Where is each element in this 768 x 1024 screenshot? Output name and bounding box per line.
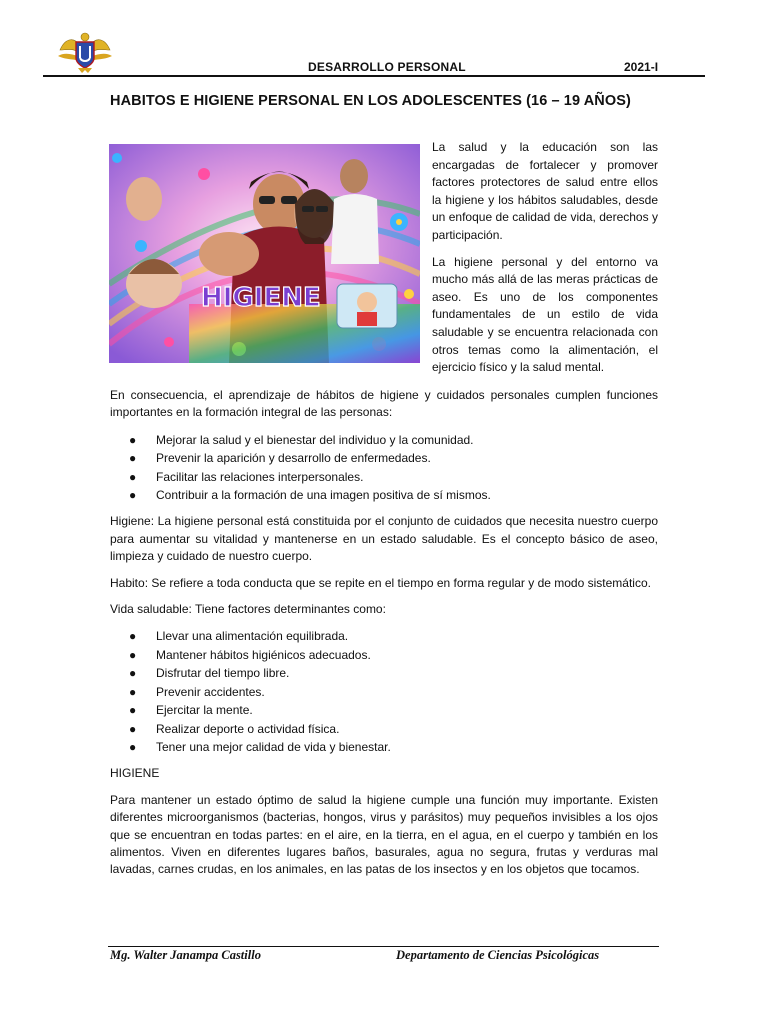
bullet-icon: ●: [129, 451, 137, 466]
higiene-definition: Higiene: La higiene personal está constituida por el conjunto de cuidados que necesita nuestro cuerpo para aumentar su vitalidad y mantenerse en un estado saludable. Es el concepto básico de aseo, limpieza y cuidado de nuestro cuerpo.: [110, 514, 658, 564]
list-item: ● Prevenir accidentes.: [110, 683, 658, 701]
bullet-icon: ●: [129, 721, 137, 736]
bullet-icon: ●: [129, 488, 137, 503]
university-crest-logo: [56, 28, 114, 74]
bullet-icon: ●: [129, 666, 137, 681]
bullet-icon: ●: [129, 703, 137, 718]
functions-list: [110, 431, 658, 505]
footer-department: Departamento de Ciencias Psicológicas: [396, 948, 600, 962]
bullet-icon: ●: [129, 647, 137, 662]
document-title: HABITOS E HIGIENE PERSONAL EN LOS ADOLESCENTES (16 – 19 AÑOS): [110, 93, 631, 109]
hygiene-collage-image: [109, 144, 420, 363]
bullet-icon: ●: [129, 739, 137, 754]
collage-word: HIGIENE: [201, 283, 321, 313]
list-item: ● Mantener hábitos higiénicos adecuados.: [110, 646, 658, 664]
list-item: ● Mejorar la salud y el bienestar del individuo y la comunidad.: [110, 431, 658, 449]
bullet-icon: ●: [129, 432, 137, 447]
intro-column: [432, 139, 658, 386]
header-year: 2021-I: [624, 60, 659, 74]
bullet-icon: ●: [129, 684, 137, 699]
list-item: ● Tener una mejor calidad de vida y bienestar.: [110, 738, 658, 756]
list-item: ● Prevenir la aparición y desarrollo de enfermedades.: [110, 449, 658, 467]
vida-saludable-list: [110, 627, 658, 756]
higiene-paragraph: Para mantener un estado óptimo de salud la higiene cumple una función muy importante. Existen diferentes microorganismos (bacterias, hongos, virus y parásitos) muy pequeños invisibles a los ojos que se encuentran en todas partes: en el aire, en la tierra, en el agua, en el cuerpo y también en los alimentos. Viven en diferentes lugares baños, basurales, agua no segura, frutas y verduras mal lavadas, carnes crudas, en los animales, en las patas de los insectos y en los objetos que tocamos.: [110, 792, 658, 877]
intro-paragraph-2: La higiene personal y del entorno va mucho más allá de las meras prácticas de aseo. Es uno de los componentes fundamentales de un estilo de vida saludable y se encuentra relacionada con otros temas como la alimentación, el ejercicio físico y la salud mental.: [432, 254, 658, 375]
intro-paragraph-1: La salud y la educación son las encargadas de fortalecer y promover factores protectores de salud entre ellos la higiene y los hábitos saludables, desde un enfoque de calidad de vida, derechos y participación.: [432, 140, 658, 242]
list-item: ● Llevar una alimentación equilibrada.: [110, 627, 658, 645]
list-item: ● Realizar deporte o actividad física.: [110, 720, 658, 738]
footer-author: Mg. Walter Janampa Castillo: [110, 948, 261, 962]
header-title: DESARROLLO PERSONAL: [308, 60, 466, 74]
footer-divider: [108, 946, 659, 947]
list-item: ● Ejercitar la mente.: [110, 701, 658, 719]
bullet-icon: ●: [129, 469, 137, 484]
vida-saludable-intro: Vida saludable: Tiene factores determinantes como:: [110, 602, 386, 617]
habito-definition: Habito: Se refiere a toda conducta que se repite en el tiempo en forma regular y de modo sistemático.: [110, 575, 651, 590]
functions-intro: En consecuencia, el aprendizaje de hábitos de higiene y cuidados personales cumplen funciones importantes en la formación integral de las personas:: [110, 388, 658, 420]
bullet-icon: ●: [129, 629, 137, 644]
main-body: [110, 387, 658, 888]
list-item: ● Disfrutar del tiempo libre.: [110, 664, 658, 682]
list-item: ● Facilitar las relaciones interpersonales.: [110, 468, 658, 486]
list-item: ● Contribuir a la formación de una imagen positiva de sí mismos.: [110, 486, 658, 504]
section-heading-higiene: HIGIENE: [110, 766, 160, 781]
header-divider: [43, 75, 705, 77]
